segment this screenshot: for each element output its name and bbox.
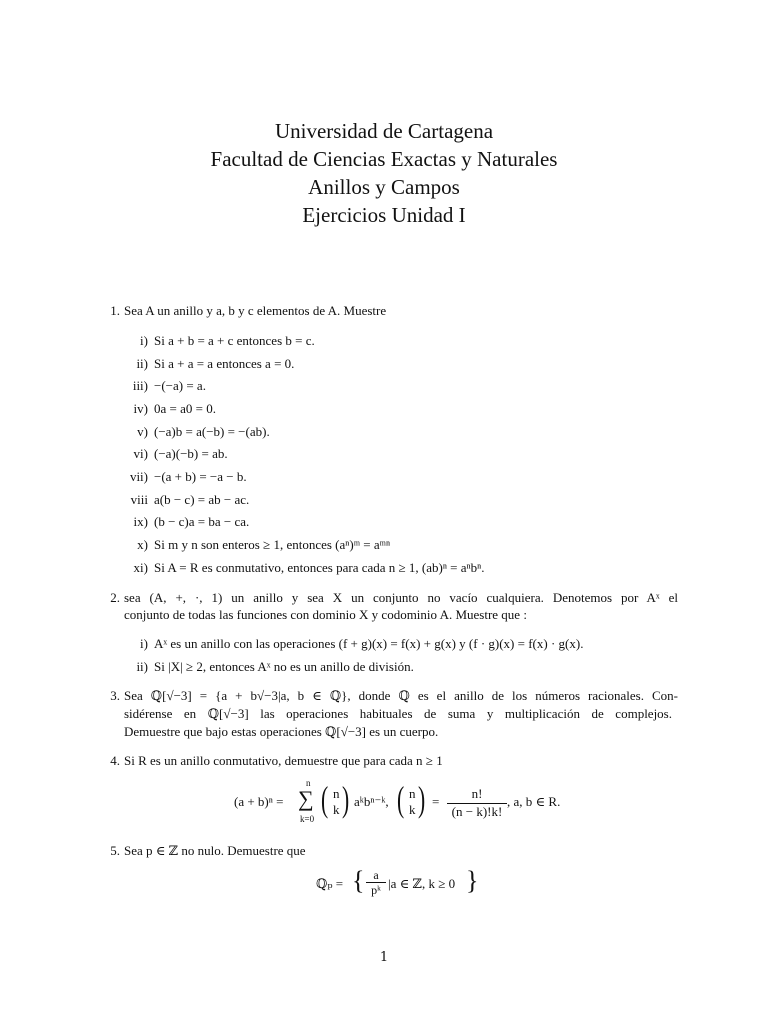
formula-lhs: (a + b)ⁿ = — [234, 794, 284, 809]
exercise-1-item-text: −(−a) = a. — [154, 378, 206, 393]
document-header — [0, 117, 768, 229]
document-title: Ejercicios Unidad I — [302, 203, 466, 227]
sum-upper-limit: n — [306, 778, 311, 788]
exercise-2-item-label: i) — [140, 636, 148, 651]
sum-sign-icon: ∑ — [298, 786, 314, 811]
fraction-denominator: (n − k)!k! — [447, 803, 507, 820]
formula-tail: , a, b ∈ R. — [507, 794, 561, 809]
exercise-3-line: Sea ℚ[√−3] = {a + b√−3|a, b ∈ ℚ}, donde ℚ es el anillo de los números racionales. Con- — [124, 688, 678, 703]
exercise-2-item-label: ii) — [136, 659, 148, 674]
university-name: Universidad de Cartagena — [274, 119, 494, 143]
exercise-1-item-label: ii) — [136, 356, 148, 371]
exercise-1-item-text: (b − c)a = ba − ca. — [154, 514, 250, 529]
exercise-2-item-text: Si |X| ≥ 2, entonces Aˣ no es un anillo de división. — [154, 659, 414, 674]
exercise-1-item-text: Si A = R es conmutativo, entonces para cada n ≥ 1, (ab)ⁿ = aⁿbⁿ. — [154, 560, 485, 575]
exercise-1-item-label: i) — [140, 333, 148, 348]
formula-term: aᵏbⁿ⁻ᵏ, — [354, 794, 389, 809]
exercise-1-item-text: Si m y n son enteros ≥ 1, entonces (aⁿ)ᵐ = aᵐⁿ — [154, 537, 391, 552]
exercise-1-item-label: v) — [137, 424, 148, 439]
exercise-3-line: Demuestre que bajo estas operaciones ℚ[√−3] es un cuerpo. — [124, 724, 439, 739]
exercise-1-item-label: iv) — [133, 401, 148, 416]
formula-lhs: ℚₚ = — [316, 876, 344, 891]
exercise-3-number: 3. — [110, 688, 120, 703]
exercise-1-item-text: (−a)(−b) = ab. — [154, 446, 228, 461]
exercise-1-item-text: a(b − c) = ab − ac. — [154, 492, 250, 507]
right-paren-icon: ) — [418, 779, 426, 819]
binom-top: n — [333, 786, 340, 801]
exercise-1-item-label: viii — [130, 492, 148, 507]
exercise-1-item-label: vii) — [129, 469, 148, 484]
binom-bottom: k — [409, 802, 416, 817]
exercise-1-item-text: Si a + a = a entonces a = 0. — [154, 356, 295, 371]
exercise-1-item-label: xi) — [133, 560, 148, 575]
exercise-2-number: 2. — [110, 590, 120, 605]
course-name: Anillos y Campos — [308, 175, 460, 199]
fraction-numerator: n! — [471, 786, 483, 801]
exercise-1-item-text: −(a + b) = −a − b. — [154, 469, 247, 484]
exercise-1-intro: Sea A un anillo y a, b y c elementos de A. Muestre — [124, 303, 387, 318]
exercise-1-item-label: iii) — [132, 378, 148, 393]
binom-bottom: k — [333, 802, 340, 817]
exercise-2-intro-line: conjunto de todas las funciones con dominio X y codominio A. Muestre que : — [124, 607, 527, 622]
formula-tail: |a ∈ ℤ, k ≥ 0 — [388, 876, 456, 891]
exercise-4-number: 4. — [110, 753, 120, 768]
left-paren-icon: ( — [397, 779, 405, 819]
fraction-numerator: a — [373, 868, 379, 882]
exercise-4-intro: Si R es un anillo conmutativo, demuestre que para cada n ≥ 1 — [124, 753, 443, 768]
faculty-name: Facultad de Ciencias Exactas y Naturales — [210, 147, 558, 171]
fraction — [447, 786, 507, 820]
exercise-5-number: 5. — [110, 843, 120, 858]
fraction — [366, 868, 386, 897]
binom-top: n — [409, 786, 416, 801]
exercise-2-item-text: Aˣ es un anillo con las operaciones (f + g)(x) = f(x) + g(x) y (f · g)(x) = f(x) · g(x). — [154, 636, 584, 651]
exercise-1-item-text: 0a = a0 = 0. — [154, 401, 216, 416]
exercise-1-item-label: ix) — [133, 514, 148, 529]
exercise-1-item-text: Si a + b = a + c entonces b = c. — [154, 333, 315, 348]
exercise-1-number: 1. — [110, 303, 120, 318]
exercise-1-item-label: vi) — [133, 446, 148, 461]
exercise-5-intro: Sea p ∈ ℤ no nulo. Demuestre que — [124, 843, 306, 858]
exercise-3-line: sidérense en ℚ[√−3] las operaciones habituales de suma y multiplicación de complejos. — [124, 706, 672, 721]
exercise-1-item-label: x) — [137, 537, 148, 552]
left-brace-icon: { — [352, 866, 365, 895]
fraction-denominator: pᵏ — [366, 882, 386, 897]
page-number: 1 — [379, 950, 389, 965]
equals-sign: = — [432, 794, 440, 809]
left-paren-icon: ( — [321, 779, 329, 819]
exercise-2-intro-line: sea (A, +, ·, 1) un anillo y sea X un conjunto no vacío cualquiera. Denotemos por Aˣ el — [124, 590, 678, 605]
exercise-1-item-text: (−a)b = a(−b) = −(ab). — [154, 424, 270, 439]
sum-lower-limit: k=0 — [300, 814, 315, 824]
right-paren-icon: ) — [342, 779, 350, 819]
right-brace-icon: } — [466, 866, 479, 895]
